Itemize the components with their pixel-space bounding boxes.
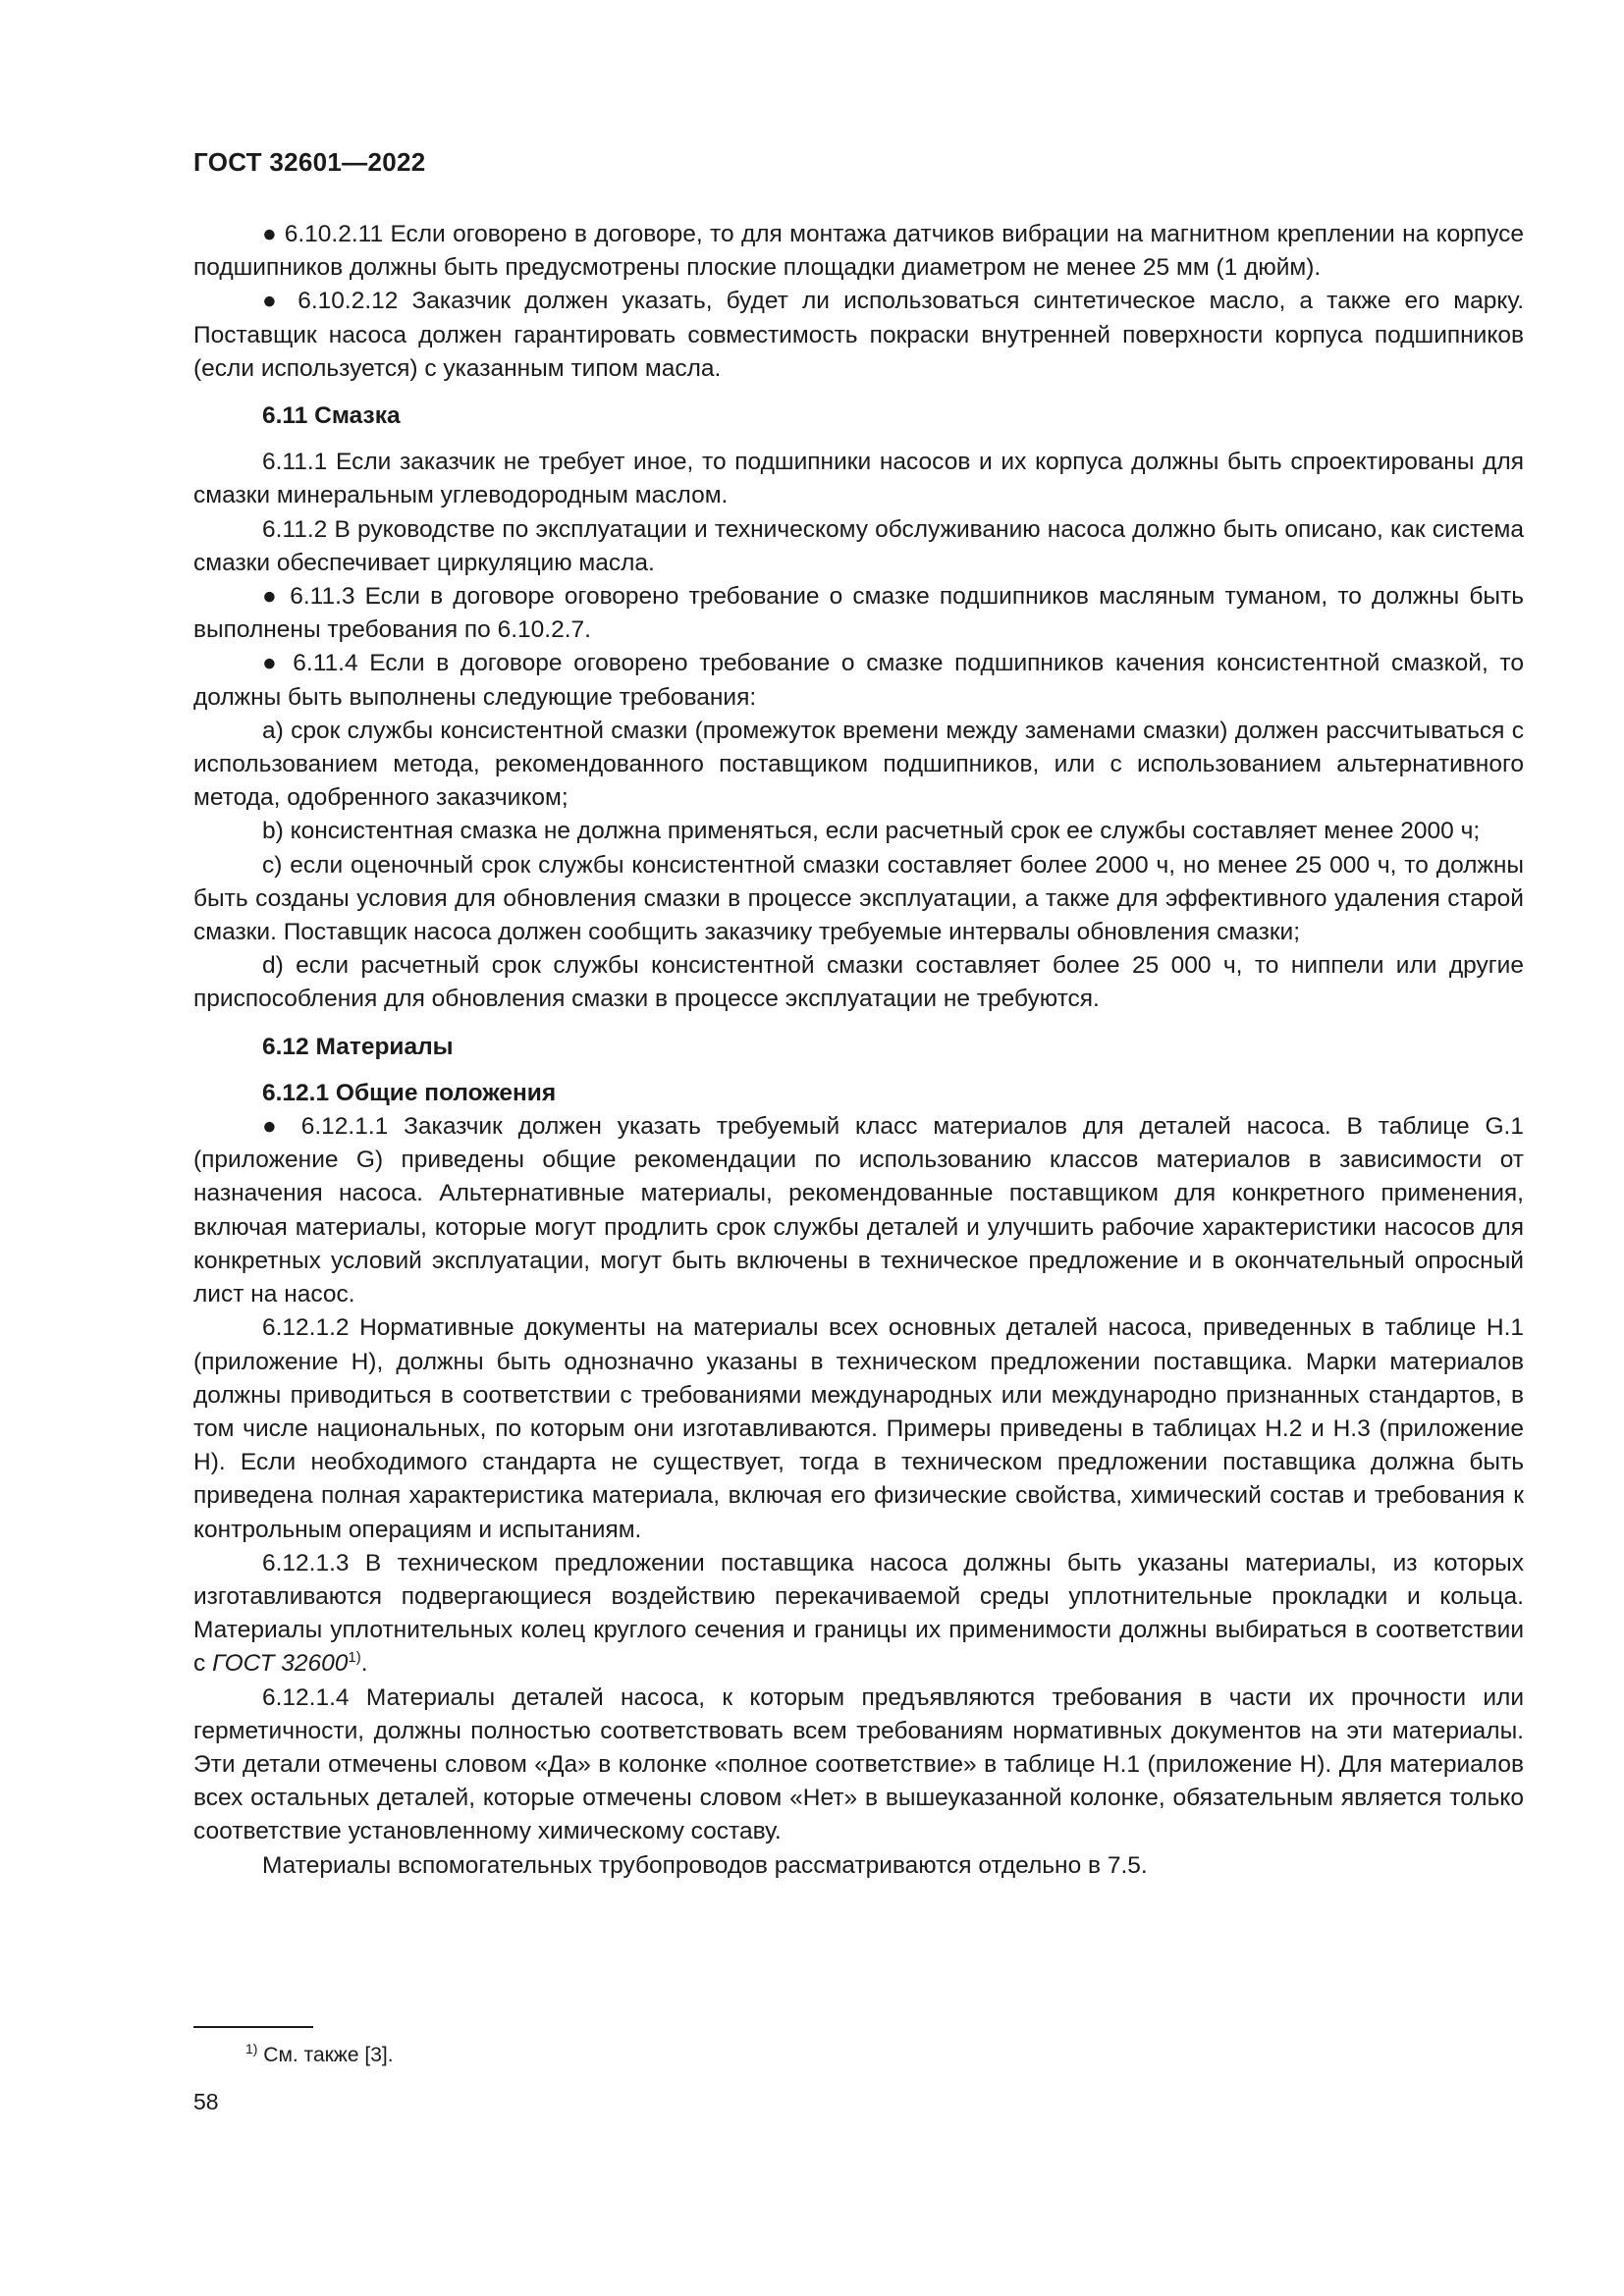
footnote-divider	[193, 2026, 313, 2028]
list-item-d: d) если расчетный срок службы консистентной смазки составляет более 25 000 ч, то ниппели или другие приспособления для обновления смазки в процессе эксплуатации не требуются.	[193, 952, 1524, 1013]
page-number: 58	[193, 2089, 219, 2114]
page-body	[193, 218, 1524, 1883]
subsection-heading-6-12-1: 6.12.1 Общие положения	[262, 1079, 557, 1106]
list-item-c: c) если оценочный срок службы консистентной смазки составляет более 2000 ч, но менее 25 000 ч, то должны быть созданы условия для обновления смазки в процессе эксплуатации, а также для эффективного удаления старой смазки. Поставщик насоса должен сообщить заказчику требуемые интервалы обновления смазки;	[193, 851, 1524, 946]
standard-reference: ГОСТ 32600	[212, 1650, 349, 1678]
footnote-number: 1)	[245, 2041, 258, 2056]
section-heading-6-11: 6.11 Смазка	[262, 402, 401, 430]
clause-6-11-4: ● 6.11.4 Если в договоре оговорено требование о смазке подшипников качения консистентной смазкой, то должны быть выполнены следующие требования:	[193, 650, 1524, 711]
clause-6-11-1: 6.11.1 Если заказчик не требует иное, то подшипники насосов и их корпуса должны быть спроектированы для смазки минеральным углеводородным маслом.	[193, 449, 1524, 509]
footnote-mark: 1)	[348, 1649, 361, 1667]
clause-6-11-3: ● 6.11.3 Если в договоре оговорено требование о смазке подшипников масляным туманом, то должны быть выполнены требования по 6.10.2.7.	[193, 583, 1524, 644]
clause-6-12-1-4: 6.12.1.4 Материалы деталей насоса, к которым предъявляются требования в части их прочности или герметичности, должны полностью соответствовать всем требованиям нормативных документов на эти материалы. Эти детали отмечены словом «Да» в колонке «полное соответствие» в таблице Н.1 (приложение Н). Для материалов всех остальных деталей, которые отмечены словом «Нет» в вышеуказанной колонке, обязательным является только соответствие установленному химическому составу.	[193, 1683, 1524, 1845]
footnote-text: См. также [3].	[257, 2044, 394, 2066]
clause-6-12-1-3-end: .	[360, 1650, 368, 1678]
clause-6-12-1-2: 6.12.1.2 Нормативные документы на материалы всех основных деталей насоса, приведенных в таблице Н.1 (приложение Н), должны быть однозначно указаны в техническом предложении поставщика. Марки материалов должны приводиться в соответствии с требованиями международных или международно признанных стандартов, в том числе национальных, по которым они изготавливаются. Примеры приведены в таблицах Н.2 и Н.3 (приложение Н). Если необходимого стандарта не существует, тогда в техническом предложении поставщика должна быть приведена полная характеристика материала, включая его физические свойства, химический состав и требования к контрольным операциям и испытаниям.	[193, 1314, 1524, 1543]
document-header: ГОСТ 32601—2022	[193, 147, 426, 177]
list-item-b: b) консистентная смазка не должна применяться, если расчетный срок ее службы составляет менее 2000 ч;	[262, 818, 1481, 845]
clause-6-11-2: 6.11.2 В руководстве по эксплуатации и техническому обслуживанию насоса должно быть описано, как система смазки обеспечивает циркуляцию масла.	[193, 515, 1524, 576]
footnote	[245, 2041, 394, 2070]
auxiliary-piping-note: Материалы вспомогательных трубопроводов рассматриваются отдельно в 7.5.	[262, 1851, 1148, 1879]
clause-6-10-2-11: ● 6.10.2.11 Если оговорено в договоре, то для монтажа датчиков вибрации на магнитном креплении на корпусе подшипников должны быть предусмотрены плоские площадки диаметром не менее 25 мм (1 дюйм).	[193, 221, 1524, 282]
list-item-a: a) срок службы консистентной смазки (промежуток времени между заменами смазки) должен рассчитываться с использованием метода, рекомендованного поставщиком подшипников, или с использованием альтернативного метода, одобренного заказчиком;	[193, 717, 1524, 812]
clause-6-12-1-1: ● 6.12.1.1 Заказчик должен указать требуемый класс материалов для деталей насоса. В таблице G.1 (приложение G) приведены общие рекомендации по использованию классов материалов в зависимости от назначения насоса. Альтернативные материалы, рекомендованные поставщиком для конкретного применения, включая материалы, которые могут продлить срок службы деталей и улучшить рабочие характеристики насосов для конкретных условий эксплуатации, могут быть включены в техническое предложение и в окончательный опросный лист на насос.	[193, 1113, 1524, 1308]
clause-6-12-1-3-text: 6.12.1.3 В техническом предложении поставщика насоса должны быть указаны материалы, из которых изготавливаются подвергающиеся воздействию перекачиваемой среды уплотнительные прокладки и кольца. Материалы уплотнительных колец круглого сечения и границы их применимости должны выбираться в соответствии с	[193, 1549, 1524, 1678]
section-heading-6-12: 6.12 Материалы	[262, 1033, 454, 1060]
clause-6-10-2-12: ● 6.10.2.12 Заказчик должен указать, будет ли использоваться синтетическое масло, а также его марку. Поставщик насоса должен гарантировать совместимость покраски внутренней поверхности корпуса подшипников (если используется) с указанным типом масла.	[193, 288, 1524, 382]
clause-6-12-1-3	[193, 1547, 1524, 1682]
